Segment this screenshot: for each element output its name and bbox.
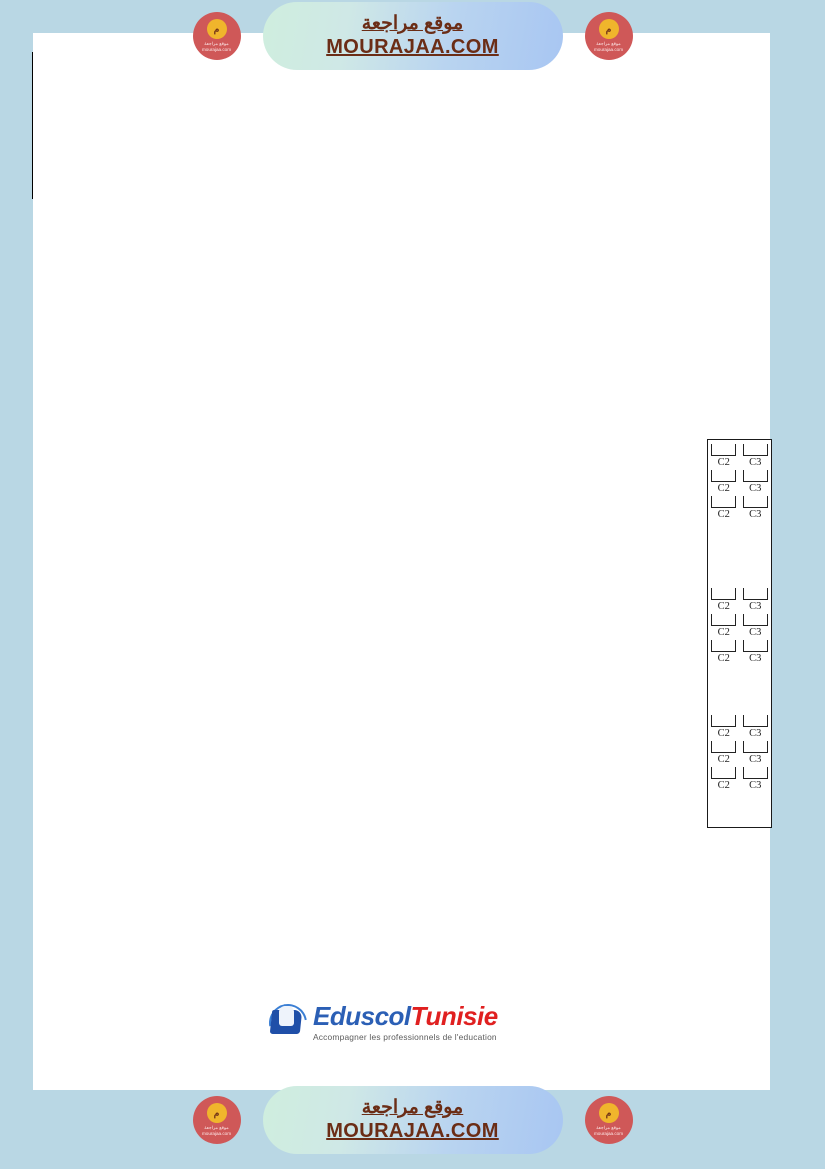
scoring-cell-c2[interactable]: [710, 470, 737, 495]
mourajaa-logo-right-icon: [585, 1096, 633, 1144]
logo-subtext-ar: موقع مراجعة: [596, 1125, 621, 1131]
document-page: [33, 33, 770, 1090]
scoring-row: [708, 741, 771, 766]
score-box[interactable]: [711, 588, 736, 600]
bottom-watermark-banner: [0, 1082, 825, 1158]
eduscol-title-line: [313, 1000, 498, 1031]
score-label: C2: [717, 601, 730, 612]
scoring-group-exercise-1: [708, 444, 771, 522]
score-label: C2: [717, 780, 730, 791]
scoring-cell-c2[interactable]: [710, 741, 737, 766]
watermark-url[interactable]: MOURAJAA.COM: [326, 35, 499, 58]
score-box[interactable]: [711, 496, 736, 508]
score-label: C3: [749, 483, 762, 494]
logo-subtext-ar: موقع مراجعة: [204, 1125, 229, 1131]
logo-subtext-en: mourajaa.com: [201, 1131, 232, 1136]
scoring-cell-c2[interactable]: [710, 444, 737, 469]
scoring-row: [708, 444, 771, 469]
logo-subtext-ar: موقع مراجعة: [204, 41, 229, 47]
score-label: C2: [717, 627, 730, 638]
score-box[interactable]: [743, 614, 768, 626]
score-label: C2: [717, 457, 730, 468]
score-label: C2: [717, 728, 730, 739]
mourajaa-logo-left-icon: [193, 12, 241, 60]
score-label: C2: [717, 483, 730, 494]
logo-subtext: [202, 41, 231, 52]
score-label: C2: [717, 754, 730, 765]
scoring-cell-c2[interactable]: [710, 496, 737, 521]
score-label: C3: [749, 728, 762, 739]
score-label: C3: [749, 509, 762, 520]
scoring-cell-c2[interactable]: [710, 614, 737, 639]
score-box[interactable]: [711, 470, 736, 482]
score-label: C3: [749, 601, 762, 612]
scoring-cell-c3[interactable]: [742, 614, 769, 639]
logo-mark: م: [207, 19, 227, 39]
score-label: C3: [749, 627, 762, 638]
scoring-cell-c3[interactable]: [742, 496, 769, 521]
score-label: C3: [749, 653, 762, 664]
scoring-cell-c3[interactable]: [742, 588, 769, 613]
scoring-cell-c3[interactable]: [742, 767, 769, 792]
logo-subtext-en: mourajaa.com: [593, 1131, 624, 1136]
score-box[interactable]: [743, 470, 768, 482]
scoring-row: [708, 715, 771, 740]
logo-subtext-ar: موقع مراجعة: [596, 41, 621, 47]
score-box[interactable]: [711, 640, 736, 652]
scoring-cell-c3[interactable]: [742, 444, 769, 469]
watermark-pill: [201, 2, 624, 70]
scoring-cell-c2[interactable]: [710, 588, 737, 613]
scoring-row: [708, 470, 771, 495]
eduscol-word: Eduscol: [313, 1000, 411, 1031]
scoring-row: [708, 588, 771, 613]
scoring-group-exercise-2: [708, 588, 771, 666]
scoring-cell-c2[interactable]: [710, 767, 737, 792]
scoring-cell-c3[interactable]: [742, 741, 769, 766]
score-box[interactable]: [711, 715, 736, 727]
score-box[interactable]: [711, 741, 736, 753]
tunisie-word: Tunisie: [410, 1000, 498, 1031]
scoring-row: [708, 640, 771, 665]
book-hand-icon: [267, 1002, 307, 1042]
eduscol-tunisie-logo: [267, 1002, 557, 1042]
score-box[interactable]: [743, 741, 768, 753]
watermark-url[interactable]: MOURAJAA.COM: [326, 1119, 499, 1142]
score-box[interactable]: [743, 444, 768, 456]
score-box[interactable]: [711, 767, 736, 779]
score-label: C3: [749, 780, 762, 791]
logo-subtext: [594, 41, 623, 52]
score-label: C2: [717, 509, 730, 520]
scoring-cell-c2[interactable]: [710, 715, 737, 740]
logo-mark: م: [599, 1103, 619, 1123]
score-label: C3: [749, 754, 762, 765]
score-label: C3: [749, 457, 762, 468]
logo-mark: م: [599, 19, 619, 39]
watermark-arabic-text: موقع مراجعة: [361, 1097, 464, 1119]
mourajaa-logo-left-icon: [193, 1096, 241, 1144]
top-watermark-banner: [0, 0, 825, 72]
scoring-row: [708, 614, 771, 639]
logo-subtext: [594, 1125, 623, 1136]
competency-scoring-margin: [707, 439, 772, 828]
scoring-cell-c3[interactable]: [742, 640, 769, 665]
score-box[interactable]: [743, 640, 768, 652]
eduscol-tagline: Accompagner les professionnels de l'education: [313, 1031, 497, 1042]
score-box[interactable]: [711, 614, 736, 626]
scoring-row: [708, 767, 771, 792]
score-box[interactable]: [743, 496, 768, 508]
scoring-cell-c3[interactable]: [742, 715, 769, 740]
scoring-cell-c3[interactable]: [742, 470, 769, 495]
hand-shape: [279, 1006, 294, 1026]
mourajaa-logo-right-icon: [585, 12, 633, 60]
score-box[interactable]: [743, 767, 768, 779]
scoring-group-exercise-3: [708, 715, 771, 793]
score-label: C2: [717, 653, 730, 664]
logo-subtext-en: mourajaa.com: [201, 47, 232, 52]
score-box[interactable]: [711, 444, 736, 456]
watermark-arabic-text: موقع مراجعة: [361, 13, 464, 35]
scoring-row: [708, 496, 771, 521]
eduscol-wordmark: [313, 1000, 498, 1042]
logo-mark: م: [207, 1103, 227, 1123]
watermark-pill: [201, 1086, 624, 1154]
score-box[interactable]: [743, 715, 768, 727]
logo-subtext-en: mourajaa.com: [593, 47, 624, 52]
scoring-cell-c2[interactable]: [710, 640, 737, 665]
score-box[interactable]: [743, 588, 768, 600]
logo-subtext: [202, 1125, 231, 1136]
